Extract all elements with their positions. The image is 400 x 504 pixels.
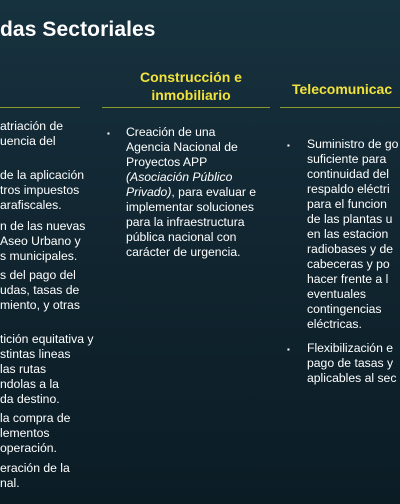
bullet-icon: ▪ xyxy=(287,345,290,354)
right-line: suficiente para xyxy=(307,152,387,166)
right-line: Flexibilización e xyxy=(307,341,394,355)
left-line: da destino. xyxy=(0,392,60,406)
right-line: respaldo eléctri xyxy=(307,182,390,196)
left-line: arafiscales. xyxy=(0,198,62,212)
middle-line: implementar soluciones xyxy=(126,200,255,214)
left-line: operación. xyxy=(0,441,57,455)
middle-line: para la infraestructura xyxy=(126,215,245,229)
middle-line-italic xyxy=(126,170,232,185)
left-line: udas, tasas de xyxy=(0,283,80,297)
right-heading-rule xyxy=(280,107,400,108)
italic-text: Privado) xyxy=(126,185,172,199)
left-line: lementos xyxy=(0,426,50,440)
left-line: stintas lineas xyxy=(0,347,71,361)
right-line: hacer frente a l xyxy=(307,272,389,286)
left-line: s del pago del xyxy=(0,268,76,282)
left-line: n de las nuevas xyxy=(0,219,86,233)
left-line: la compra de xyxy=(0,411,71,425)
right-line: radiobases y de xyxy=(307,242,394,256)
right-line: pago de tasas y xyxy=(307,356,394,370)
left-line: nal. xyxy=(0,476,20,490)
middle-line: Proyectos APP xyxy=(126,155,208,169)
left-line: s municipales. xyxy=(0,249,78,263)
right-line: continuidad del xyxy=(307,167,389,181)
left-line: tición equitativa y xyxy=(0,332,94,346)
left-line: atriación de xyxy=(0,119,64,133)
middle-line: Creación de una xyxy=(126,125,216,139)
left-line: Aseo Urbano y xyxy=(0,234,81,248)
middle-line: carácter de urgencia. xyxy=(126,245,241,259)
plain-text: , para evaluar e xyxy=(171,185,257,199)
left-line: tros impuestos xyxy=(0,183,80,197)
middle-heading-line-2: inmobiliario xyxy=(151,87,231,103)
middle-line-mixed xyxy=(126,185,256,200)
left-line: miento, y otras xyxy=(0,298,80,312)
left-line: las rutas xyxy=(0,362,47,376)
italic-text: (Asociación Público xyxy=(126,170,233,184)
right-column-heading: Telecomunicac xyxy=(292,81,393,97)
bullet-icon: ▪ xyxy=(107,129,110,138)
middle-heading-line-1: Construcción e xyxy=(140,69,242,85)
middle-heading-rule xyxy=(102,107,270,108)
right-line: eléctricas. xyxy=(307,317,362,331)
left-line: uencia del xyxy=(0,134,56,148)
slide-title: das Sectoriales xyxy=(0,18,156,41)
left-line: de la aplicación xyxy=(0,168,85,182)
middle-column-heading xyxy=(116,68,266,104)
left-line: ndolas a la xyxy=(0,377,59,391)
middle-line: Agencia Nacional de xyxy=(126,140,238,154)
right-line: contingencias xyxy=(307,302,382,316)
middle-line: pública nacional con xyxy=(126,230,237,244)
right-line: en las estacion xyxy=(307,227,389,241)
right-line: de las plantas u xyxy=(307,212,393,226)
right-line: eventuales xyxy=(307,287,366,301)
left-heading-rule xyxy=(0,107,80,108)
right-line: aplicables al sec xyxy=(307,371,397,385)
bullet-icon: ▪ xyxy=(287,141,290,150)
right-line: Suministro de go xyxy=(307,137,399,151)
right-line: para el funcion xyxy=(307,197,387,211)
right-line: cabeceras y po xyxy=(307,257,390,271)
left-line: eración de la xyxy=(0,461,70,475)
